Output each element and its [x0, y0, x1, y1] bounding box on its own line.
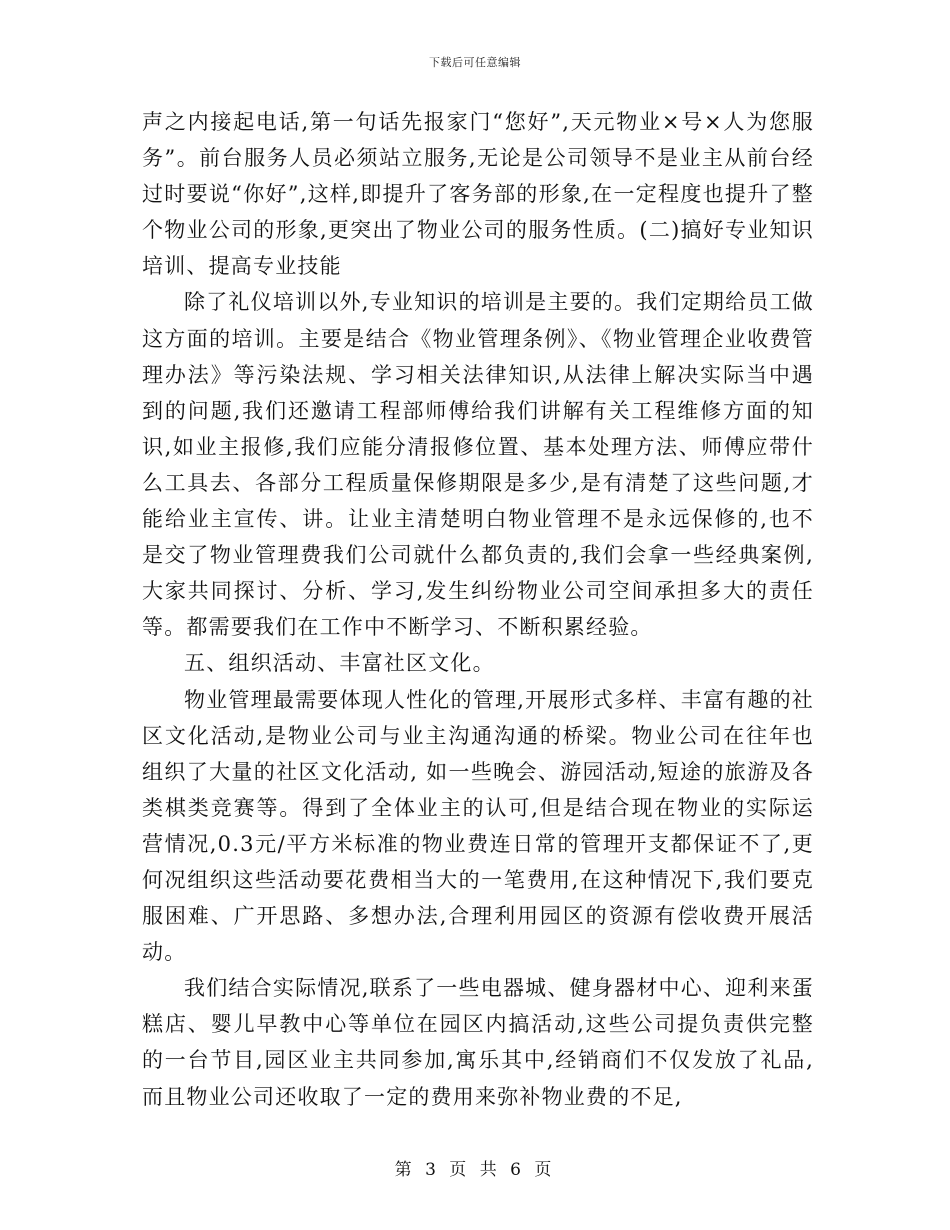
paragraph-1: 声之内接起电话,第一句话先报家门“您好”,天元物业×号×人为您服务”。前台服务人员必须站立服务,无论是公司领导不是业主从前台经过时要说“你好”,这样,即提升了客务部的形象,在一定程度也提升了整个物业公司的形象,更突出了物业公司的服务性质。(二)搞好专业知识培训、提高专业技能 [142, 110, 814, 279]
section-heading-5: 五、组织活动、丰富社区文化。 [184, 651, 495, 676]
paragraph-4: 我们结合实际情况,联系了一些电器城、健身器材中心、迎利来蛋糕店、婴儿早教中心等单位在园区内搞活动,这些公司提负责供完整的一台节目,园区业主共同参加,寓乐其中,经销商们不仅发放了礼品,而且物业公司还收取了一定的费用来弥补物业费的不足, [142, 976, 814, 1109]
page-number-footer: 第 3 页 共 6 页 [394, 1160, 556, 1180]
paragraph-2: 除了礼仪培训以外,专业知识的培训是主要的。我们定期给员工做这方面的培训。主要是结合《物业管理条例》、《物业管理企业收费管理办法》等污染法规、学习相关法律知识,从法律上解决实际当中遇到的问题,我们还邀请工程部师傅给我们讲解有关工程维修方面的知识,如业主报修,我们应能分清报修位置、基本处理方法、师傅应带什么工具去、各部分工程质量保修期限是多少,是有清楚了这些问题,才能给业主宣传、讲。让业主清楚明白物业管理不是永远保修的,也不是交了物业管理费我们公司就什么都负责的,我们会拿一些经典案例,大家共同探讨、分析、学习,发生纠纷物业公司空间承担多大的责任等。都需要我们在工作中不断学习、不断积累经验。 [142, 290, 814, 640]
header-note: 下载后可任意编辑 [429, 56, 521, 69]
paragraph-3: 物业管理最需要体现人性化的管理,开展形式多样、丰富有趣的社区文化活动,是物业公司与业主沟通沟通的桥梁。物业公司在往年也组织了大量的社区文化活动, 如一些晚会、游园活动,短途的旅游及各类棋类竞赛等。得到了全体业主的认可,但是结合现在物业的实际运营情况,0.3元/平方米标准的物业费连日常的管理开支都保证不了,更何况组织这些活动要花费相当大的一笔费用,在这种情况下,我们要克服困难、广开思路、多想办法,合理利用园区的资源有偿收费开展活动。 [142, 687, 814, 965]
document-body [142, 104, 814, 1115]
